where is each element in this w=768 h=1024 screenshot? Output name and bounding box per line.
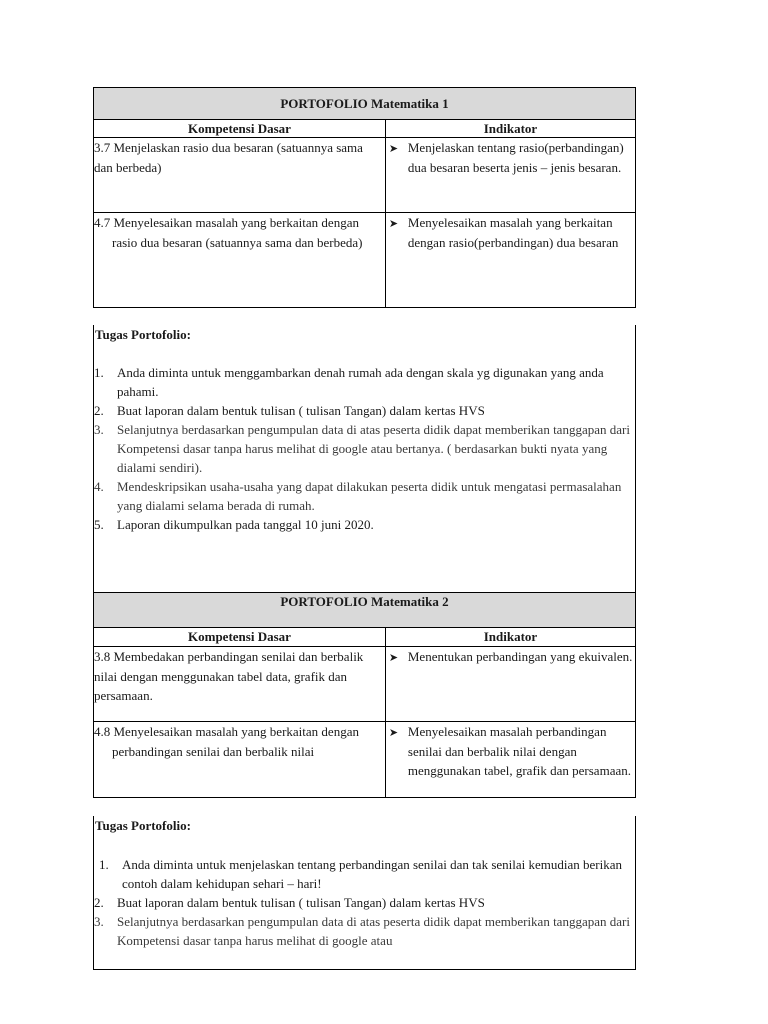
task-text: Anda diminta untuk menggambarkan denah rumah ada dengan skala yg digunakan yang anda pahami. bbox=[117, 365, 604, 399]
list-item bbox=[94, 477, 635, 515]
list-item bbox=[94, 912, 635, 950]
task-number: 4. bbox=[94, 479, 104, 494]
list-item bbox=[94, 401, 635, 420]
portfolio-1-header-row bbox=[93, 120, 636, 138]
arrow-bullet-icon: ➤ bbox=[388, 726, 399, 739]
kd-cell: 3.8 Membedakan perbandingan senilai dan berbalik nilai dengan menggunakan tabel data, grafik dan persamaan. bbox=[94, 647, 386, 721]
indikator-cell bbox=[386, 213, 635, 307]
indikator-text: Menyelesaikan masalah perbandingan senilai dan berbalik nilai dengan menggunakan tabel, grafik dan persamaan. bbox=[407, 724, 631, 778]
task-number: 5. bbox=[94, 517, 104, 532]
list-item bbox=[94, 893, 635, 912]
portfolio-1-tasks bbox=[93, 325, 636, 593]
task-text: Selanjutnya berdasarkan pengumpulan data di atas peserta didik dapat memberikan tanggapan dari Kompetensi dasar tanpa harus melihat di google atau bbox=[117, 914, 630, 948]
table-row bbox=[93, 647, 636, 722]
task-text: Anda diminta untuk menjelaskan tentang perbandingan senilai dan tak senilai kemudian berikan contoh dalam kehidupan sehari – hari! bbox=[122, 857, 622, 891]
task-number: 2. bbox=[94, 895, 104, 910]
indikator-cell bbox=[386, 138, 635, 212]
table-row bbox=[93, 722, 636, 798]
header-indikator: Indikator bbox=[483, 629, 538, 644]
kd-cell: 4.7 Menyelesaikan masalah yang berkaitan dengan rasio dua besaran (satuannya sama dan berbeda) bbox=[94, 213, 386, 307]
portfolio-2-title: PORTOFOLIO Matematika 2 bbox=[93, 593, 636, 628]
arrow-bullet-icon: ➤ bbox=[388, 651, 399, 664]
list-item bbox=[94, 363, 635, 401]
indikator-text: Menyelesaikan masalah yang berkaitan dengan rasio(perbandingan) dua besaran bbox=[407, 215, 619, 250]
tasks-title: Tugas Portofolio: bbox=[95, 327, 191, 342]
header-indikator: Indikator bbox=[483, 121, 538, 136]
portfolio-2-tasks bbox=[93, 816, 636, 970]
table-row bbox=[93, 138, 636, 213]
arrow-bullet-icon: ➤ bbox=[388, 142, 399, 155]
kd-cell: 4.8 Menyelesaikan masalah yang berkaitan dengan perbandingan senilai dan berbalik nilai bbox=[94, 722, 386, 797]
task-number: 1. bbox=[94, 365, 104, 380]
list-item bbox=[94, 515, 635, 534]
indikator-text: Menjelaskan tentang rasio(perbandingan) dua besaran beserta jenis – jenis besaran. bbox=[407, 140, 624, 175]
indikator-cell bbox=[386, 722, 635, 797]
tasks-title: Tugas Portofolio: bbox=[95, 818, 191, 833]
task-number: 3. bbox=[94, 914, 104, 929]
document-page bbox=[93, 87, 636, 970]
task-number: 2. bbox=[94, 403, 104, 418]
table-row bbox=[93, 213, 636, 308]
task-number: 3. bbox=[94, 422, 104, 437]
task-text: Laporan dikumpulkan pada tanggal 10 juni 2020. bbox=[117, 517, 374, 532]
indikator-text: Menentukan perbandingan yang ekuivalen. bbox=[407, 649, 633, 664]
task-text: Buat laporan dalam bentuk tulisan ( tulisan Tangan) dalam kertas HVS bbox=[117, 895, 485, 910]
arrow-bullet-icon: ➤ bbox=[388, 217, 399, 230]
task-text: Mendeskripsikan usaha-usaha yang dapat dilakukan peserta didik untuk mengatasi permasalahan yang dialami selama berada di rumah. bbox=[117, 479, 622, 513]
list-item bbox=[94, 420, 635, 477]
portfolio-2-header-row bbox=[93, 628, 636, 647]
list-item bbox=[94, 855, 635, 893]
task-number: 1. bbox=[99, 857, 109, 872]
header-kompetensi-dasar: Kompetensi Dasar bbox=[94, 120, 386, 137]
kd-cell: 3.7 Menjelaskan rasio dua besaran (satuannya sama dan berbeda) bbox=[94, 138, 386, 212]
indikator-cell bbox=[386, 647, 635, 721]
task-text: Selanjutnya berdasarkan pengumpulan data di atas peserta didik dapat memberikan tanggapan dari Kompetensi dasar tanpa harus melihat di google atau bertanya. ( berdasarkan bukti nyata yang dialami sendiri). bbox=[117, 422, 630, 475]
header-kompetensi-dasar: Kompetensi Dasar bbox=[94, 628, 386, 646]
task-text: Buat laporan dalam bentuk tulisan ( tulisan Tangan) dalam kertas HVS bbox=[117, 403, 485, 418]
portfolio-1-title: PORTOFOLIO Matematika 1 bbox=[93, 87, 636, 120]
